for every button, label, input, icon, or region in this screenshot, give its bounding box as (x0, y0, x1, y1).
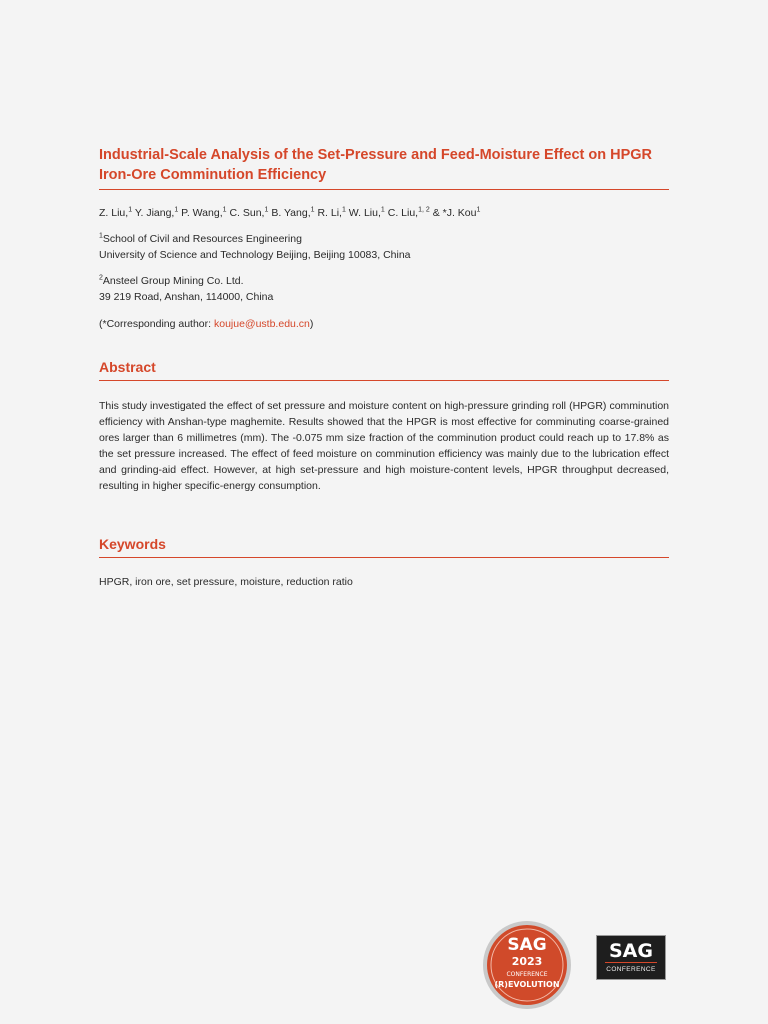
author: C. Liu,$^{1, 2}$ (387, 206, 430, 219)
author: W. Liu,$^1$ (348, 206, 385, 219)
logo-box-sag: SAG (609, 940, 653, 962)
author: B. Yang,$^1$ (271, 206, 315, 219)
author: & *J. Kou$^1$ (432, 206, 481, 219)
author: R. Li,$^1$ (317, 206, 346, 219)
sag-2023-logo (481, 913, 573, 1013)
author: Y. Jiang,$^1$ (134, 206, 179, 219)
logo-text-conference: CONFERENCE (506, 971, 548, 978)
author-list (99, 205, 480, 221)
sag-conference-logo (596, 935, 666, 980)
abstract-heading: Abstract (99, 359, 156, 375)
logo-text-sag: SAG (507, 935, 547, 955)
logo-box-divider (605, 962, 657, 963)
keywords-text: HPGR, iron ore, set pressure, moisture, reduction ratio (99, 576, 353, 588)
keywords-divider (99, 557, 669, 558)
paper-title: Industrial-Scale Analysis of the Set-Pressure and Feed-Moisture Effect on HPGR Iron-Ore Comminution Efficiency (99, 147, 653, 183)
author-email-link[interactable]: koujue@ustb.edu.cn (213, 318, 310, 330)
affiliation-2 (99, 273, 273, 305)
logo-text-year: 2023 (511, 955, 543, 968)
logo-box-conference: CONFERENCE (606, 966, 656, 973)
affiliation-line: $^1$School of Civil and Resources Engineering (99, 232, 302, 245)
affiliation-line: $^2$Ansteel Group Mining Co. Ltd. (99, 274, 244, 287)
affiliation-1 (99, 231, 411, 263)
affiliation-line: University of Science and Technology Beijing, Beijing 10083, China (99, 249, 411, 261)
title-divider (99, 189, 669, 190)
keywords-heading: Keywords (99, 536, 166, 552)
abstract-divider (99, 380, 669, 381)
author: P. Wang,$^1$ (181, 206, 227, 219)
author: C. Sun,$^1$ (229, 206, 269, 219)
affiliation-line: 39 219 Road, Anshan, 114000, China (99, 291, 274, 303)
corresponding-author: (*Corresponding author: koujue@ustb.edu.cn) (99, 318, 314, 330)
logo-text-revolution: (R)EVOLUTION (494, 980, 560, 989)
author: Z. Liu,$^1$ (99, 206, 133, 219)
abstract-text: This study investigated the effect of set pressure and moisture content on high-pressure grinding roll (HPGR) comminution efficiency with Anshan-type maghemite. Results showed that the HPGR is most effective for comminuting coarse-grained ores larger than 6 millimetres (mm). The -0.075 mm size fraction of the comminution product could reach up to 17.8% as the set pressure increased. The effect of feed moisture on comminution efficiency was mainly due to the lubrication effect and grinding-aid effect. However, at high set-pressure and high moisture-content levels, HPGR throughput decreased, resulting in higher specific-energy consumption. (99, 400, 669, 492)
